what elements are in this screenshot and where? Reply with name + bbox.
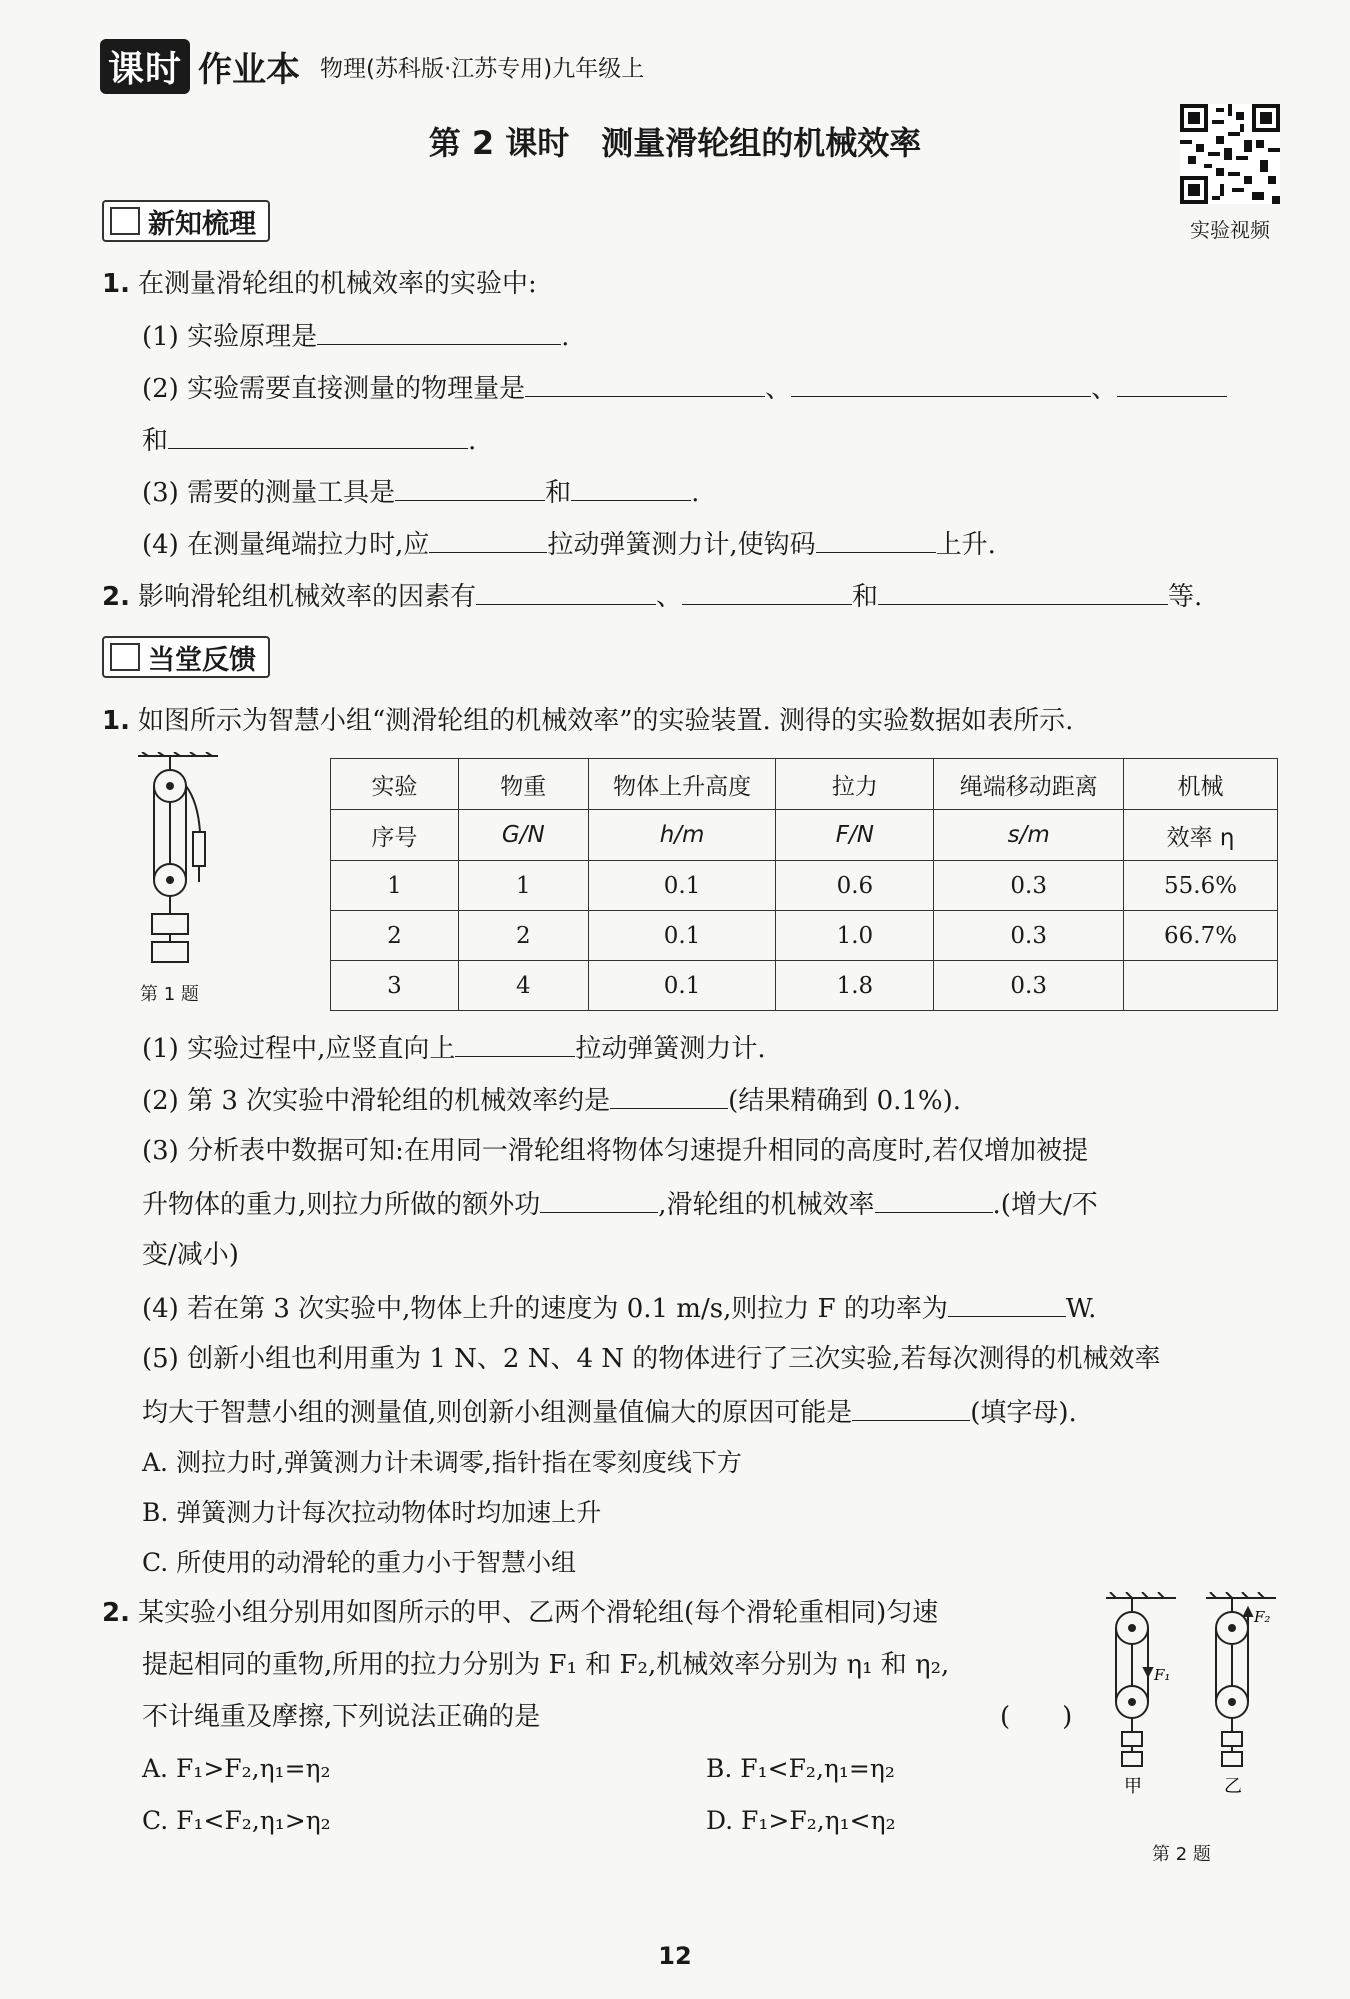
- s2-q1-p5-cont: 均大于智慧小组的测量值,则创新小组测量值偏大的原因可能是 (填字母).: [142, 1392, 1077, 1432]
- s2-q1-option-c[interactable]: C. 所使用的动滑轮的重力小于智慧小组: [142, 1548, 577, 1577]
- label-f1: F₁: [1154, 1666, 1171, 1684]
- s2-q1-p4: (4) 若在第 3 次实验中,物体上升的速度为 0.1 m/s,则拉力 F 的功率为 W.: [142, 1288, 1096, 1328]
- s2-q2-option-d[interactable]: D. F₁>F₂,η₁<η₂: [706, 1806, 896, 1835]
- pulley-apparatus-figure: [128, 752, 228, 977]
- s2-q2-line2: 提起相同的重物,所用的拉力分别为 F₁ 和 F₂,机械效率分别为 η₁ 和 η₂,: [142, 1650, 950, 1680]
- answer-blank[interactable]: [852, 1392, 970, 1421]
- header-sub: 效率 η: [1124, 810, 1278, 861]
- answer-blank[interactable]: [610, 1080, 728, 1109]
- pencil-icon: [110, 643, 140, 671]
- answer-blank[interactable]: [476, 576, 656, 605]
- answer-blank[interactable]: [875, 1184, 993, 1213]
- figure-2-caption: 第 2 题: [1152, 1844, 1211, 1865]
- s2-q1-p3: (3) 分析表中数据可知:在用同一滑轮组将物体匀速提升相同的高度时,若仅增加被提: [142, 1136, 1089, 1166]
- header-efficiency: 机械: [1124, 759, 1278, 810]
- qr-caption: 实验视频: [1190, 218, 1270, 242]
- answer-blank[interactable]: [395, 472, 545, 501]
- question-text: 在测量滑轮组的机械效率的实验中:: [137, 269, 537, 299]
- answer-blank[interactable]: [525, 368, 765, 397]
- s2-q1-option-b[interactable]: B. 弹簧测力计每次拉动物体时均加速上升: [142, 1498, 602, 1527]
- question-number: 2.: [102, 1598, 130, 1628]
- answer-blank[interactable]: [948, 1288, 1066, 1317]
- table-header-row: [331, 759, 1278, 810]
- brand-name: 作业本: [198, 49, 301, 90]
- header-trial: 实验: [331, 759, 459, 810]
- answer-blank[interactable]: [791, 368, 1091, 397]
- header-sub: G/N: [458, 810, 588, 861]
- s1-q1-stem: [102, 265, 537, 303]
- s2-q1-p3-cont: 升物体的重力,则拉力所做的额外功 ,滑轮组的机械效率 .(增大/不: [142, 1184, 1098, 1224]
- answer-blank[interactable]: [1117, 368, 1227, 397]
- figure-1-caption: 第 1 题: [140, 984, 199, 1005]
- s2-q1-p2: (2) 第 3 次实验中滑轮组的机械效率约是 (结果精确到 0.1%).: [142, 1080, 961, 1120]
- answer-parentheses[interactable]: ( ): [1000, 1702, 1073, 1732]
- header-distance: 绳端移动距离: [934, 759, 1124, 810]
- table-row: 3 4 0.1 1.8 0.3: [331, 961, 1278, 1011]
- label-jia: 甲: [1124, 1776, 1142, 1797]
- s1-q1-p2: (2) 实验需要直接测量的物理量是 、 、: [142, 368, 1227, 408]
- s2-q1-p3-end: 变/减小): [142, 1240, 239, 1270]
- label-f2: F₂: [1254, 1608, 1271, 1626]
- experiment-data-table: [330, 758, 1278, 1011]
- header-height: 物体上升高度: [588, 759, 776, 810]
- efficiency-blank-cell[interactable]: [1124, 961, 1278, 1011]
- table-row: 1 1 0.1 0.6 0.3 55.6%: [331, 861, 1278, 911]
- table-header-row: [331, 810, 1278, 861]
- table-row: 2 2 0.1 1.0 0.3 66.7%: [331, 911, 1278, 961]
- header-sub: h/m: [588, 810, 776, 861]
- header-sub: F/N: [776, 810, 934, 861]
- s1-q1-p1: (1) 实验原理是 .: [142, 316, 569, 356]
- answer-blank[interactable]: [455, 1028, 575, 1057]
- book-header: [100, 42, 644, 90]
- s2-q2-option-c[interactable]: C. F₁<F₂,η₁>η₂: [142, 1806, 331, 1835]
- s2-q1-p1: (1) 实验过程中,应竖直向上 拉动弹簧测力计.: [142, 1028, 766, 1068]
- s2-q2-line3: 不计绳重及摩擦,下列说法正确的是: [142, 1702, 541, 1732]
- s1-q1-p2-cont: 和 .: [142, 420, 476, 460]
- s2-q2-option-a[interactable]: A. F₁>F₂,η₁=η₂: [142, 1754, 331, 1783]
- header-force: 拉力: [776, 759, 934, 810]
- answer-blank[interactable]: [816, 524, 936, 553]
- s1-q1-p3: (3) 需要的测量工具是 和 .: [142, 472, 699, 512]
- s2-q1-option-a[interactable]: A. 测拉力时,弹簧测力计未调零,指针指在零刻度线下方: [142, 1448, 742, 1477]
- answer-blank[interactable]: [540, 1184, 658, 1213]
- s2-q2-option-b[interactable]: B. F₁<F₂,η₁=η₂: [706, 1754, 895, 1783]
- s2-q1-p5: (5) 创新小组也利用重为 1 N、2 N、4 N 的物体进行了三次实验,若每次测得的机械效率: [142, 1344, 1161, 1374]
- section-title: 新知梳理: [148, 208, 256, 240]
- header-sub: s/m: [934, 810, 1124, 861]
- page-number: 12: [658, 1942, 692, 1970]
- label-yi: 乙: [1224, 1776, 1242, 1797]
- header-weight: 物重: [458, 759, 588, 810]
- question-number: 1.: [102, 706, 130, 736]
- answer-blank[interactable]: [571, 472, 691, 501]
- lesson-title: 第 2 课时 测量滑轮组的机械效率: [428, 124, 922, 162]
- answer-blank[interactable]: [429, 524, 547, 553]
- s2-q1-stem: 1. 如图所示为智慧小组“测滑轮组的机械效率”的实验装置. 测得的实验数据如表所示.: [102, 706, 1074, 736]
- answer-blank[interactable]: [878, 576, 1168, 605]
- answer-blank[interactable]: [317, 316, 561, 345]
- s1-q2: 2. 影响滑轮组机械效率的因素有 、 和 等.: [102, 576, 1202, 616]
- section-title: 当堂反馈: [148, 644, 256, 676]
- question-number: 2.: [102, 582, 130, 612]
- subject-label: 物理(苏科版·江苏专用)九年级上: [320, 55, 645, 82]
- answer-blank[interactable]: [168, 420, 468, 449]
- section-head-new-knowledge: [102, 200, 270, 242]
- qr-code-icon[interactable]: [1180, 104, 1280, 204]
- s1-q1-p4: (4) 在测量绳端拉力时,应 拉动弹簧测力计,使钩码 上升.: [142, 524, 996, 564]
- notebook-icon: [110, 207, 140, 235]
- question-number: 1.: [102, 269, 130, 299]
- s2-q2-stem: 2. 某实验小组分别用如图所示的甲、乙两个滑轮组(每个滑轮重相同)匀速: [102, 1598, 939, 1628]
- brand-logo: 课时: [100, 39, 190, 94]
- pulley-systems-figure: [1096, 1592, 1296, 1832]
- section-head-feedback: [102, 636, 270, 678]
- header-sub: 序号: [331, 810, 459, 861]
- answer-blank[interactable]: [682, 576, 852, 605]
